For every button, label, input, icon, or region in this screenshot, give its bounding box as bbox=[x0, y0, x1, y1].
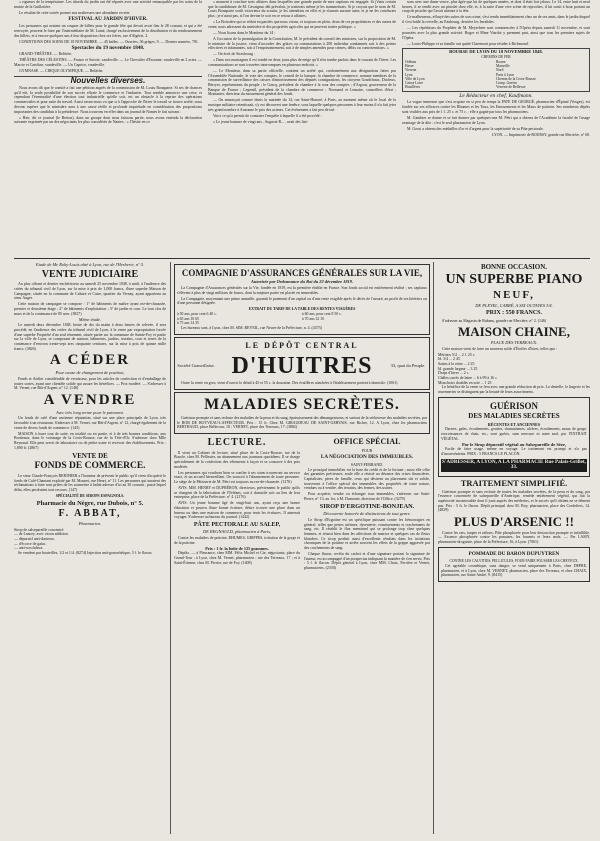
news-heading: Nouvelles diverses. bbox=[14, 76, 202, 84]
maison-chaine-title: MAISON CHAINE, bbox=[458, 324, 570, 340]
bourse-row: Nord bbox=[496, 68, 504, 73]
right-ads-column bbox=[438, 262, 590, 834]
a-ceder-title: A CÉDER bbox=[49, 352, 131, 369]
news-paragraph: — Nous lisons dans le Moniteur du 14 : bbox=[213, 30, 276, 35]
section-divider bbox=[14, 258, 590, 259]
rentes-table bbox=[177, 312, 427, 326]
assurance-ad bbox=[174, 264, 430, 335]
assurance-title: COMPAGNIE D'ASSURANCES GÉNÉRALES SUR LA VIE, bbox=[181, 268, 423, 278]
guerison-subtitle: DES MALADIES SECRÈTES bbox=[468, 412, 560, 421]
maison-price-list bbox=[438, 353, 590, 386]
upper-column-2 bbox=[208, 0, 396, 256]
ad-text: Contre les rats, taupes et rafions, Pâte phosphorée pour leur destruction prompte et infaillible. — Essence phosphorée contre les punaises, les fourmis et leurs œufs. — Par LAMY, pharmacien-droguiste, place de la Préfecture, 16, à Lyon. (7061) bbox=[438, 530, 590, 545]
pate-title: PÂTE PECTORALE AU SALEP, bbox=[193, 522, 281, 529]
bourse-table bbox=[402, 48, 590, 91]
vente-judiciaire-title: VENTE JUDICIAIRE bbox=[41, 268, 139, 280]
rentes-row: à 65 ans 10 65 bbox=[177, 316, 199, 321]
ad-text: Le bénéfice de la vente se fera avec une grande réduction de prix. La dentelle, le lingerie et les rouenneries se distinguent par la beauté de leurs assortiments. bbox=[438, 385, 590, 395]
bourse-row: Caisse Loire bbox=[405, 81, 424, 86]
news-paragraph: — Le Moniteur, dans sa partie officielle, contient un arrêté qui, conformément aux désignations faites par l'Assemblée Nationale, le vote des comptes, le conseil de la banque, la chambre de commerce, nomme membres de la commission de surveillance des caisses d'amortissement des députés consignations, les citoyens Goudchaux, Ducleux, Bérryer, représentants du peuple ; le Gascq, président de chambre à la cour des comptes ; d'Argout, gouverneur de la Banque de France ; Legentil, président de la chambre de commerce ; Normand et Lemaire, conseillers d'état ; Montanier, directeur du mouvement général des fonds. bbox=[208, 68, 396, 97]
printer-imprint: LYON. — Imprimerie de BOURSY, grande rue Mercière, n° 68. bbox=[492, 132, 590, 137]
news-paragraph: Le résultat de cette soirée promet aux maîtresses une abondante recette. bbox=[19, 10, 131, 15]
bourse-row: Havre bbox=[405, 63, 414, 68]
theatre-listing: THÉÂTRE DES CÉLESTINS. — France et Savoie, vaudeville. — Le Chevalier d'Essonne, vaudeville en 2 actes. — Marcie et Caroline, vaudeville. — Un Caprice, vaudeville. bbox=[14, 57, 202, 67]
festival-heading: FESTIVAL AU JARDIN D'HIVER. bbox=[68, 16, 148, 23]
price-row: Mérinos 5/4 ... 2 f. 25 c. bbox=[438, 352, 476, 357]
traitement-title: TRAITEMENT SIMPLIFIÉ. bbox=[460, 477, 568, 488]
sirop-subtitle: Découverte honorée de distinctions de tout genre. bbox=[323, 511, 411, 517]
avis-ad: AVIS. MM. HENRY et DUPRÉRON, directeurs, préviennent le public qu'ils se chargent de la fabrication de l'Orléans, soit à domicile soit au lieu de leur entreprise, place de la Préfecture, n° 4. (2176) bbox=[174, 486, 300, 500]
news-paragraph: « moment à conclure trois affaires dans lesquelles une grande partie de mes capitaux est engagée. Si j'étais certain que la candidature de M. Cavaignac dût prévaloir, je traiterais même je les transmettrais. Si je croyais que le nom de M. Louis Bonaparte sortît victorieux du scrutin, je les attendrais en effet et je n'aurais aucune suite, et je ne les conclurais plus ; je n'aurai pas, si l'on devine le soir en ce retour à affaires. bbox=[208, 0, 396, 19]
piano-subtitle: DE PLEYEL, CARRÉ, A SIX OCTAVES 3/4. bbox=[475, 302, 553, 308]
ad-text: Cette maison de campagne se compose : 1° de bâtiments de maître ayant rez-de-chaussée, premier et deuxième étage ; 2° de bâtiments d'exploitation ; 3° de jardin et cour. Le tout clos de murs et de la contenance de 85 ares. (3827) bbox=[14, 302, 166, 316]
huitres-row bbox=[177, 352, 427, 381]
assurance-subtitle: Autorisée par Ordonnance du Roi du 22 décembre 1819. bbox=[250, 279, 354, 285]
ad-text: Les bureaux sont, à Lyon, chez M. SIM. REVEIL, rue Neuve de la Préfecture, n. 4. (4373) bbox=[181, 325, 322, 330]
ad-text: Dépôts. — à Fleurance, chez MM. Félix Michel et Cie, négociants, place du Grand-Tour ; à Lyon, chez M. Vernet, pharmacien ; rue des Terreaux, 17 ; et à Saint-Étienne, chez M. Perrier, rue de Foy. (1408) bbox=[174, 551, 300, 565]
meme-etude-label: Même étude. bbox=[78, 316, 102, 322]
guerison-address: S'ADRESSER, A LYON, A LA PHARMACIE Rue Palais-Grillet, 33. bbox=[442, 458, 586, 471]
abbat-subtitle: Pharmacien. bbox=[78, 520, 102, 526]
specialite-label: SPÉCIALITÉ DE SIROPS ESPAGNOLS. bbox=[55, 493, 125, 498]
ad-text: Cette maison vient de faire un nouveau solde d'Étoffes d'hiver, telles que : bbox=[442, 346, 558, 351]
bourse-row: Marseille bbox=[496, 63, 510, 68]
news-paragraph: M. Gossi a obtenu des médailles d'or et d'argent pour la supériorité de sa Pâte pectorale. bbox=[407, 126, 544, 131]
price-row: Châles carrés de laine ... 6 à 99 à 16 » bbox=[438, 376, 497, 381]
middle-split-right bbox=[304, 436, 430, 572]
news-paragraph: — Les répétitions du Prophète de M. Meyerbeer sont commencées à l'Opéra depuis samedi 11 novembre, et sont poussées avec la plus grande activité. Roger et Mme Viardot y prennent part, ainsi que tous les premiers sujets de l'Opéra. bbox=[402, 26, 590, 40]
pommade-subtitle: CONTRE LES CALVITIES, PELLICULES, POUR FAIRE POUSSER LES CHEVEUX. bbox=[449, 559, 579, 564]
news-paragraph: « Dans nos montagnes il est tombé en deux jours plus de neige qu'il n'en tombe parfois dans le courant de l'hiver. Les communications se sont trouvées interrompues en plusieurs endroits. » bbox=[208, 58, 396, 67]
news-paragraph: Les personnes qui avaient un coupon de billets pour le grande fête qui devait avoir lieu le 28 courant, et qui a été renvoyée, peuvent le faire par l'intermédiaire de M. Lainé, chargé exclusivement de la distribution et du remboursement des billets, et à encore quelques uns à leur disposition chez ses frères, rue d'Algérie, 2. bbox=[14, 24, 202, 38]
middle-ads-column bbox=[170, 262, 434, 834]
ad-text: Dartres, gales, écoulements, gouttes, rhumatismes, ulcères, écoulements, maux de gorge, excroissances de chair, etc., sont guéris, sans mercure ni autre mal, par l'EXTRAIT VÉGÉTAL bbox=[441, 427, 587, 441]
ad-text: Guérison prompte et sans rechute de toutes les maladies secrètes, de la peau et du sang, par l'essence concentrée de salsepareille d'Amérique, remède entièrement végétal, qui fait la supériorité incontestable dont il jouit auprès des médecins, et le succès qu'il obtient ne se dément pas. Prix : 5 fr. le flacon. Dépôt principal chez M. Roy, pharmacien, place des Cordeliers, 14. (4829) bbox=[438, 489, 590, 513]
ad-text: Pour acquérir, vendre ou échanger tous immeubles, s'adresser rue Saint-Pierre, n° 13, au 1er, à M. Dumonet, directeur de l'Office. (3279) bbox=[304, 492, 430, 501]
a-vendre-title: A VENDRE bbox=[43, 391, 137, 408]
ad-text: Se vendent par bouteilles, 1/2 et 1/4. (8274) Injection anti-gonorrhéique, 3 f. le flacon. bbox=[18, 551, 153, 556]
maison-chaine-subtitle: PLACE DES TERREAUX. bbox=[490, 339, 538, 345]
price-row: Id. 3/4 ... 2 45 bbox=[438, 357, 460, 362]
maison-ad: MAISON à louer tout de suite, en totalité ou en partie, et à de très bonnes conditions, aux Brotteaux, dans le voisinage de la Croix-Rousse, rue de la Tête-d'Or. S'adresser chez Mlle Reynaud. Elle peut servir de laboratoire ou de petite usine et recevoir des établissements. Prix : 1,800 fr. (2867) bbox=[14, 431, 166, 450]
bourse-row: Vierzon bbox=[405, 68, 417, 73]
huitres-ad bbox=[174, 337, 430, 390]
sirop-item: — de Lancey, avec citron addition. bbox=[14, 532, 69, 537]
office-negociation: LA NÉGOCIATION DES IMMEUBLES. bbox=[320, 454, 414, 461]
etude-header: Etude de Me Roby-Louis aîné à Lyon, rue de l'Herberie, n° 5. bbox=[35, 262, 145, 267]
fonds-commerce-title: FONDS DE COMMERCE. bbox=[34, 460, 146, 471]
office-ferrand: SAINT-FERRAND. bbox=[350, 461, 384, 467]
neuf-label: NEUF, bbox=[493, 289, 535, 302]
rentes-title: EXTRAIT DU TARIF DE LA TABLE DES RENTES VIAGÈRES bbox=[248, 307, 356, 312]
pommade-ad bbox=[438, 547, 590, 582]
bourse-row: Orléans bbox=[405, 59, 417, 64]
news-paragraph: « Le jeune homme de vingt ans , Auguste R... , avait des liai- bbox=[213, 119, 308, 124]
pate-subtitle: DE REGNAULD, pharmacien à Paris, bbox=[202, 529, 272, 535]
rentes-row: à 75 ans 14 35 bbox=[177, 321, 199, 326]
upper-news-section bbox=[14, 0, 590, 256]
bourse-subtitle: CHEMINS DE FER bbox=[481, 54, 511, 59]
news-paragraph: — On annonçait comme denis la matinée du 14, rue Saint-Honoré, à Paris, au moment même où le local de la musique militaire retentissait, s'y est découvert une fenêtre, sous laquelle quelques personnes à leur moins il n'a fait jeter très grand nombre à Auxonne le prix des acteurs. Cet événement a fait peu de tué. bbox=[208, 98, 396, 112]
editor-signature: Le Rédacteur en chef, Kaufmann. bbox=[459, 92, 533, 99]
news-paragraph: « La Boissière qui se réduit en paroles que nous citons, et toujours en plein, deux de ces propriétaires et des autres de vente, nous adressent du ministère et des propriétés agricoles qui ne peuvent traiter politique. » bbox=[208, 20, 396, 29]
price-row: Id. grande largeur ... 3 25 bbox=[438, 366, 478, 371]
news-paragraph: Nous avons dit que le comité a fait une pétition auprès de la commission de M. Louis Bonaparte. Si ses de chances qu'il eût, la seule possibilité de son succès effraie le commerce et l'industrie. Tout semble annoncer une crise, et cependant l'éventualité d'une élection tout industrielle qu'elle soit, est un obstacle à la reprise des opérations commerciales et pour suite du travail. Aussi avons-nous vu que si à l'approche de l'hiver le travail se trouve arrêté, nous devons espérer que le ministère aura à une cause réelle et profonde inquiétude en considération des propositions importantes des candidats à la présidence. Nous trouvons en effet dans un journal de Nantes le fait suivant : bbox=[14, 86, 202, 114]
ad-text: Il vient au Cabinet de lecture, situé place de la Croix-Rousse, rue de la Boucle, chez M. Pellissier, un abonnement aux journaux quotidiens. Il se charge spécialement de la confection des vêtements à façon et se consacre à des prix modérés. bbox=[174, 450, 300, 469]
guerison-ad bbox=[438, 397, 590, 477]
huitres-title: D'HUITRES bbox=[231, 353, 373, 380]
ad-text: La Compagnie d'Assurances générales sur la Vie, fondée en 1819, est la première établie en France. Son fonds social est entièrement réalisé ; ses capitaux s'élèvent à plus de vingt millions de francs, dont la majeure partie est placée en immeubles. bbox=[177, 286, 427, 295]
news-paragraph: CONDITIONS DES SOINS DE 18 NOVEMBRE. — 45 balles. — Ouvrées, 36 grèges, 9. — Dernier numéro, 781. bbox=[19, 39, 199, 44]
bourse-row: Paris à Lyon bbox=[496, 72, 514, 77]
bourse-row: Chemin de la Croix-Rousse bbox=[496, 76, 536, 81]
bourse-rows bbox=[405, 60, 587, 90]
spectacles-heading: Spectacles du 19 novembre 1848. bbox=[71, 45, 145, 52]
bourse-row: Verrerie de Bellevue bbox=[496, 85, 526, 90]
office-title: OFFICE SPÉCIAL bbox=[333, 437, 401, 447]
middle-split-left bbox=[174, 436, 300, 572]
huitres-society: Société Granvillaise. bbox=[177, 363, 215, 369]
theatre-listing: GRAND-THÉÂTRE. — Relâche. bbox=[19, 51, 73, 56]
price-row: Draps d'hiver ... 2 » bbox=[438, 371, 469, 376]
office-pour: POUR bbox=[361, 447, 373, 453]
news-paragraph: A l'occasion de la promulgation de la Constitution, M. le président du conseil des ministres, sur la proposition de M. le ministre de la justice, vient d'accorder des grâces ou commutations à 200 individus condamnés soit à des peines effectives et infamantes, soit à l'emprisonnement, soit à de simples amendes pour crimes, délits ou contraventions. » bbox=[208, 36, 396, 51]
sirop-item: — dépuratif anti-dartreux. bbox=[14, 536, 55, 541]
avis-ad: AVIS. Un jeune homme âgé de vingt-huit ans, ayant reçu une bonne éducation et pourvu d'une bonne écriture, désire trouver une place dans un bureau ou dans une maison de commerce, pour tenir les écritures. Il aimerait voyager. S'adresser au bureau du journal. (1442) bbox=[174, 501, 300, 520]
ad-text: Au plus offrant et dernier enchérisseur au samedi 25 novembre 1848, à midi, à l'audience des criées du tribunal civil de Lyon, sur la mise à prix de 1,000 francs, d'une superbe Maison de Campagne, située en la commune de Caluire et Cuire, quartier du Vernay, ayant appartenu au sieur Auger. bbox=[14, 282, 166, 301]
pharmacie-title: Pharmacie du Nègre, rue Dubois, n° 5. bbox=[36, 499, 144, 507]
sirop-item: Sirop de salsepareille concentré. bbox=[14, 527, 65, 532]
guerison-depot: Par le Sirop dépuratif végétal au Salsepareille de Sèze, bbox=[461, 441, 567, 447]
lecture-title: LECTURE. bbox=[207, 437, 267, 449]
upper-column-1 bbox=[14, 0, 202, 256]
abbat-name: F. ABBAT, bbox=[58, 508, 122, 520]
bourse-row: Lyon bbox=[405, 72, 413, 77]
depot-central-title: LE DÉPÔT CENTRAL bbox=[245, 340, 359, 350]
middle-split bbox=[174, 436, 430, 572]
ad-text: Fonds et Atelier considérable de vernisseur, pour les articles de confection et d'emballage de toutes sortes, ayant une clientèle solide qui assure les bénéfices. — Prix modéré. — S'adresser à M. Vernet, rue Bât-d'Argent, n° 12. (148) bbox=[14, 376, 166, 391]
piano-title: UN SUPERBE PIANO bbox=[445, 272, 583, 288]
a-vendre-subtitle: Avec très long terme pour le paiement. bbox=[56, 409, 124, 415]
bourse-row: Ville de Lyon bbox=[405, 76, 425, 81]
piano-price: PRIX : 550 FRANCS. bbox=[486, 310, 542, 317]
bourse-row: Comp. Guérin bbox=[496, 81, 517, 86]
bourse-title: BOURSE DE LYON DU 18 NOVEMBRE 1848. bbox=[449, 49, 543, 55]
sirop-ergotine-title: SIROP D'ERGOTINE-BONJEAN. bbox=[319, 502, 415, 510]
price-row: Mouchoirs doublés en soie ... 1 25 bbox=[438, 380, 492, 385]
maladies-title: MALADIES SECRÈTES. bbox=[204, 396, 400, 414]
sirop-item: — d'écorce de gaïac. bbox=[14, 541, 47, 546]
ad-text: Facile de faire usage, même en voyage. Le traitement est prompt et n'a pas d'inconvénients. PRIX : 5 FRANCS LE FLACON. bbox=[441, 447, 587, 457]
news-paragraph: M. Gauthier se donne et se fait donner par quelques-uns M. Pétri qui a obtenu de l'Académie la faculté de l'usage avantage de la dite : c'est le seul pharmacien de Lyon. bbox=[402, 115, 590, 125]
news-paragraph: Voici ce qu'a permis de constater l'enquête à laquelle il a été procédé : bbox=[213, 113, 322, 118]
price-row: Satins à la reine ... 2 25 bbox=[438, 361, 475, 366]
news-paragraph: — On écrit de Strasbourg : bbox=[213, 52, 255, 57]
ad-text: S'adresser au Magasin de Rubans, grande rue Mercière, n° 2. (146) bbox=[442, 318, 547, 323]
rentes-row: à 70 ans 12 10 bbox=[302, 316, 324, 321]
ad-text: Les personnes qui voudront bien se confier à ses soins trouveront un service exact, et un accueil bienveillant. On souscrit à l'abonnement de toute personne. Le siège de la Pâtisserie de M. Pétri est toujours au rez-de-chaussée. (1276) bbox=[174, 470, 300, 485]
theatre-listing: GYMNASE. — CIRQUE OLYMPIQUE. — Relâche. bbox=[19, 68, 104, 73]
ad-text: Cet agréable cosmétique, sans danger, se vend uniquement à Paris, chez DEPRE, pharmacien, et à Lyon, chez M. VERNET, pharmacien, place des Terreaux, et chez CHAIX, pharmacien, rue Saint-André, 9. (8415) bbox=[441, 563, 587, 578]
news-paragraph: — Louis-Philippe et sa famille ont quitté Claremont pour résider à Richmond. bbox=[407, 41, 529, 46]
news-paragraph: sons avec une dame veuve, plus âgée que lui de quelques années, et dont il était fort jaloux. Le 14, entre huit et neuf heures, il se rendit avec un pistolet chez elle, et, à la suite d'une vive scène de reproches, il lui saisit à bout portant un coup de pistolet qui l'avait atteinte à la tête. bbox=[402, 0, 590, 14]
ad-text: Un fonds de café d'une ancienne réputation, situé sur une place principale de Lyon, très favorable à un restaurant. S'adresser à M. Vernet, rue Bât-d'Argent, n° 12, chargé également de la vente de divers fonds de commerce. (143) bbox=[14, 416, 166, 430]
news-paragraph: « Hier, dit ce journal (le Breton), dans un groupe dont nous faisions partie, nous avons entendu la déclaration suivante exprimée par un des négociants les plus considérés de Nantes : « J'hésite en ce bbox=[14, 115, 202, 125]
rentes-row: à 60 ans, pour cent 8 50 c. bbox=[302, 312, 342, 317]
left-ads-column bbox=[14, 262, 166, 834]
rentes-row: à 50 ans, pour cent 6 40 c. bbox=[177, 312, 217, 317]
bourse-row: Rouen bbox=[496, 59, 506, 64]
sirop-item: — anti-scrofuleux. bbox=[14, 546, 44, 551]
ad-text: Le samedi deux décembre 1848, heure de dix du matin à deux heures de relevée, il sera procédé, en l'audience des criées du tribunal civil de Lyon, à la vente par expropriation forcée d'une superbe Propriété d'un seul tènement, située partie sur la commune de Sainte-Foy et partie sur la ville de Lyon, se composant de maison, bâtiments, jardins, terrains, cour et terres de la contenance d'environ trente-sept ares cinquante centiares, sur la mise à prix de quinze mille francs. (3826) bbox=[14, 323, 166, 351]
guerison-title: GUÉRISON bbox=[489, 400, 538, 411]
ad-text: Guérison prompte et sans rechute des maladies de la peau et du sang, épaississement des démangeaisons, et surtout de la sécheresse des maladies secrètes, par le ROB DE BOYVEAU-LAFFECTEUR. Prix : 15 fr. Chez M. GIRAUDEAU DE SAINT-GERVAIS, rue Richer, 12. A Lyon, chez les pharmaciens BERTHAUD, place Bellecour, 18 ; VERNET, place des Terreaux, 17. (3882) bbox=[177, 415, 428, 430]
ad-text: Le principal immobilier est la base du crédit et de la fortune ; aussi elle offre des garanties précieuses, seule elle a résisté au désastre des crises financières. Capitalistes, pères de famille, ceux qui désirent un placement sûr et solide, trouveront à l'office spécial des immeubles des propriétés de toute nature, vendues ou à vendre, des terrains, des fermes, des usines. bbox=[304, 467, 430, 491]
pate-price: Prix : 1 fr. la boîte de 125 grammes. bbox=[205, 545, 269, 551]
news-paragraph: La vogue immense que s'est acquise en si peu de temps la PATE DE GEORGÉ, pharmacien d'Épinal (Vosges), est fondée sur ses efficaces contre les Rhumes et les Toux, les Enrouements et les Maux de poitrine. Ses nombreux dépôts sont visibles aux prix de 1 f. 25 c. et 75 c. : elle a gagné par tous les pharmaciens. bbox=[402, 100, 590, 114]
huitres-address: 33, quai du Peuple. bbox=[390, 363, 426, 369]
advertisement-section bbox=[14, 262, 590, 834]
guerison-subtitle2: RÉCENTES ET ANCIENNES bbox=[487, 421, 541, 427]
plus-arsenic-title: PLUS D'ARSENIC !! bbox=[454, 514, 574, 530]
sirops-list bbox=[14, 528, 166, 552]
news-paragraph: Ce malheureux, effrayé des suites de son crime, s'est rendu immédiatement chez un de ses amis, dans le jardin duquel il s'est brûlé la cervelle, au Faubourg, derrière les Invalides. bbox=[402, 15, 590, 25]
maladies-ad bbox=[174, 392, 430, 434]
ad-text: Outre la vente en gros, vient d'ouvrir le détail à 45 et 55 c. la douzaine. Des écaillères attachées à l'établissement portent à domicile. (1061) bbox=[181, 381, 398, 386]
bourse-row: Houillères bbox=[405, 85, 420, 90]
news-paragraph: « rigueurs de la température. Les abords du jardin ont été réparés avec une activité remarquable par les soins de la mairie de la Guillotière. bbox=[14, 0, 202, 9]
vente-de-title: VENTE DE bbox=[72, 451, 108, 460]
upper-column-3 bbox=[402, 0, 590, 256]
ad-text: Le sieur Claude-François BERTHIER a l'honneur de prévenir le public qu'il vient d'acquérir le fonds de Café-Chantant exploité par M. Mounet, rue Henri, n° 11. Les personnes qui auraient des réclamations à faire sont priées de les soumettre à ladite adresse d'ici au 30 courant ; passé lequel délai, elles perdraient tout recours. (147) bbox=[14, 473, 166, 492]
ad-text: Chaque flacon, revêtu du cachet et d'une signature portant la signature de l'auteur, est accompagné d'un prospectus indiquant la manière de s'en servir. Prix : 3 f. le flacon. Dépôt général à Lyon, chez MM. Chaix, Ferrière et Vernet, pharmaciens. (2330) bbox=[304, 552, 430, 571]
pommade-title: POMMADE DU BARON DUPUYTREN bbox=[468, 550, 560, 557]
a-ceder-subtitle: Pour cause de changement de position, bbox=[55, 370, 125, 376]
ad-text: La Compagnie, moyennant une prime annuelle, garantit le paiement d'un capital ou d'une rente exigible après le décès de l'assuré, au profit de ses héritiers ou d'une personne désignée. bbox=[177, 296, 427, 306]
ad-text: Contre les maladies de poitrine, RHUMES, GRIPPES, irritation de la gorge et de la poitrine. bbox=[174, 536, 300, 545]
ad-text: Le Sirop d'Ergotine est un spécifique puissant contre les hémorragies en général, telles que pertes utérines, dysenterie, vomissements et crachements de sang, etc. Il rétablit le flux menstruel qui se prolonge trop chez quelques femmes, et réussit bien dans les affections de matrice et quelques cas de fleurs blanches. Ce sirop produit aussi d'excellents résultats dans les irritations chroniques de la poitrine et arrête souvent les effets de la grippe aggravée par des crachements de sang. bbox=[304, 517, 430, 551]
bonne-occasion-title: BONNE OCCASION. bbox=[480, 263, 548, 271]
